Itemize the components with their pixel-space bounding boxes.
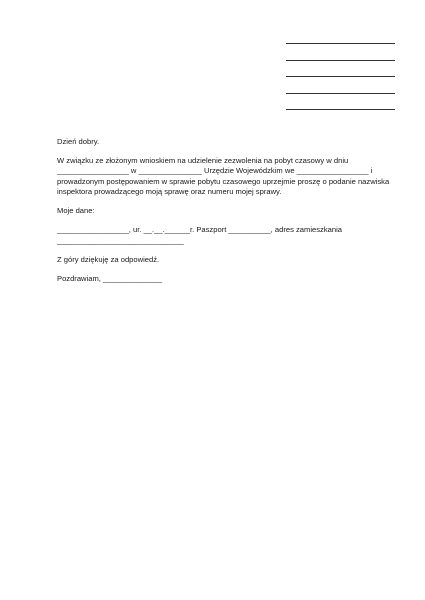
address-blank-line [286,60,395,61]
intro-line: inspektora prowadzącego moją sprawę oraz numeru mojej sprawy. [57,187,282,197]
data-heading: Moje dane: [57,206,95,216]
thanks-line: Z góry dziękuję za odpowiedź. [57,254,160,264]
personal-data-line: ______________________________ [57,235,184,245]
intro-line: _________________ w _______________ Urzędzie Wojewódzkim we _________________ i [57,166,373,176]
intro-line: prowadzonym postępowaniem w sprawie pobytu czasowego uprzejmie proszę o podanie nazwiska [57,176,390,186]
greeting: Dzień dobry. [57,137,100,146]
address-blank-line [286,43,395,44]
personal-data-paragraph [57,225,377,246]
address-blank-line [286,93,395,94]
letter-body [57,137,390,293]
closing-signature: Pozdrawiam, ______________ [57,273,163,283]
personal-data-line: _________________, ur. __.__.______r. Paszport __________, adres zamieszkania [57,225,342,235]
intro-line: W związku ze złożonym wnioskiem na udzielenie zezwolenia na pobyt czasowy w dniu [57,156,349,165]
address-blank-line [286,109,395,110]
intro-paragraph [57,156,390,198]
recipient-address-block [286,43,396,126]
address-blank-line [286,76,395,77]
